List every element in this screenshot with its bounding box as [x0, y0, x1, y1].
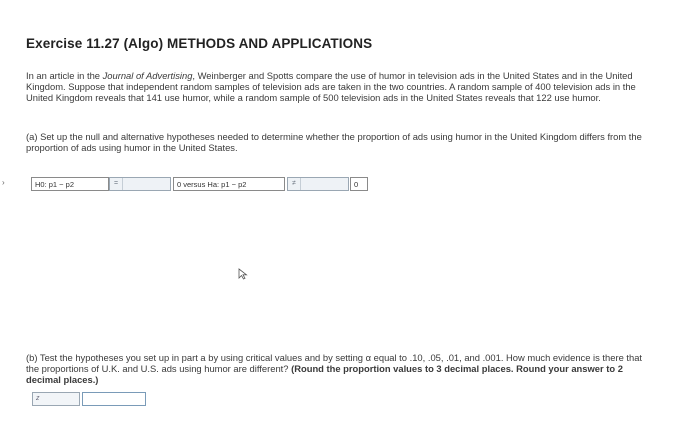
- ha-text: 0 versus Ha: p1 − p2: [177, 180, 247, 189]
- intro-text-2: , Weinberger and Spotts compare the use of humor in television ads in the United States and in the United Kingdom. Suppose that independent random samples of television ads are taken in the two countries. A random sample of 400 television ads in the United Kingdom reveals that 141 use humor, while a random sample of 500 television ads in the United States reveals that 122 use humor.: [26, 70, 636, 104]
- h0-operator-dropdown[interactable]: [109, 177, 171, 191]
- part-a-question: [26, 131, 646, 153]
- z-answer-input[interactable]: [82, 392, 146, 406]
- ha-value: 0: [354, 180, 359, 189]
- part-a-label: (a): [26, 131, 38, 142]
- ha-operator-value: ≠: [288, 178, 301, 190]
- journal-name: Journal of Advertising: [102, 70, 193, 81]
- part-b-text: Test the hypotheses you set up in part a by using critical values and by setting α equal to .10, .05, .01, and .001. How much evidence is there that the proportions of U.K. and U.S. ads using humor are different?: [26, 352, 643, 375]
- part-b-question: [26, 352, 646, 386]
- z-label: z: [36, 395, 40, 402]
- h0-expression-box: [31, 177, 109, 191]
- exercise-title: Exercise 11.27 (Algo) METHODS AND APPLICATIONS: [26, 36, 373, 51]
- part-a-text: Set up the null and alternative hypotheses needed to determine whether the proportion of ads using humor in the United Kingdom differs from the proportion of ads using humor in the United States.: [26, 131, 642, 154]
- ha-expression-box: [173, 177, 285, 191]
- ha-value-box: [350, 177, 368, 191]
- mouse-pointer-icon: [238, 268, 248, 280]
- ha-operator-dropdown[interactable]: [287, 177, 349, 191]
- intro-paragraph: [26, 70, 646, 104]
- part-b-rounding-instruction: (Round the proportion values to 3 decimal places. Round your answer to 2 decimal places.): [26, 363, 623, 386]
- left-margin-tick: ›: [2, 178, 5, 187]
- intro-text-1: In an article in the: [26, 70, 103, 81]
- part-b-label: (b): [26, 352, 38, 363]
- h0-operator-value: =: [110, 178, 123, 190]
- h0-text: H0: p1 − p2: [35, 180, 74, 189]
- z-label-box: [32, 392, 80, 406]
